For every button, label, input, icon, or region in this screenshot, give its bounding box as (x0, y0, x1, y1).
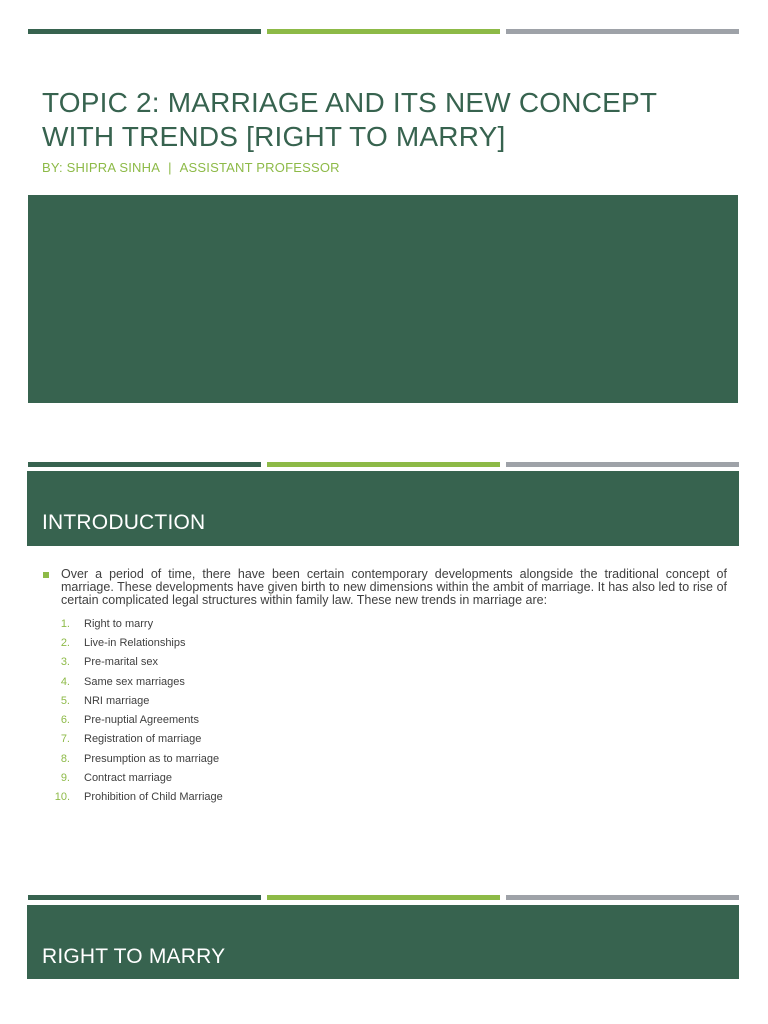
list-item-number: 6. (60, 714, 70, 727)
list-item-number: 2. (60, 636, 70, 649)
intro-accent-bar-gray (506, 462, 739, 467)
bullet-square-icon (43, 572, 49, 578)
list-item (43, 672, 223, 691)
rtm-accent-bar-green (267, 895, 500, 900)
list-item-number: 4. (60, 675, 70, 688)
list-item-number: 9. (60, 772, 70, 785)
rtm-heading: RIGHT TO MARRY (42, 945, 226, 968)
list-item-text: Prohibition of Child Marriage (84, 791, 223, 804)
title-image-block (28, 195, 738, 403)
list-item-number: 1. (60, 617, 70, 630)
top-accent-bar-gray (506, 29, 739, 34)
list-item (43, 768, 223, 787)
list-item (43, 653, 223, 672)
intro-accent-bar-dark (28, 462, 261, 467)
byline (42, 160, 340, 175)
byline-author: BY: SHIPRA SINHA (42, 160, 161, 175)
rtm-accent-bar-dark (28, 895, 261, 900)
intro-accent-bar-green (267, 462, 500, 467)
list-item-text: Registration of marriage (84, 733, 202, 746)
list-item-number: 3. (60, 656, 70, 669)
list-item (43, 788, 223, 807)
intro-heading: INTRODUCTION (42, 511, 206, 534)
list-item-text: Contract marriage (84, 772, 173, 785)
top-accent-bar-dark (28, 29, 261, 34)
rtm-accent-bar-gray (506, 895, 739, 900)
list-item (43, 614, 223, 633)
list-item-text: Presumption as to marriage (84, 752, 220, 765)
intro-header (27, 471, 739, 546)
intro-paragraph: Over a period of time, there have been certain contemporary developments alongside the traditional concept of marriage. These developments have given birth to new dimensions within the ambit of marriage. It has also led to rise of certain complicated legal structures within family law. These new trends in marriage are: (61, 567, 727, 607)
slide-title: TOPIC 2: MARRIAGE AND ITS NEW CONCEPT WITH TRENDS [RIGHT TO MARRY] (42, 87, 657, 152)
list-item (43, 710, 223, 729)
rtm-header (27, 905, 739, 979)
top-accent-bar-green (267, 29, 500, 34)
list-item (43, 749, 223, 768)
list-item-number: 10. (54, 791, 70, 804)
list-item-number: 7. (60, 733, 70, 746)
list-item-text: Right to marry (84, 617, 154, 630)
list-item-text: NRI marriage (84, 694, 150, 707)
list-item (43, 691, 223, 710)
byline-separator: | (168, 160, 172, 175)
byline-role: ASSISTANT PROFESSOR (179, 160, 340, 175)
trends-list (43, 614, 223, 807)
list-item-text: Pre-nuptial Agreements (84, 714, 199, 727)
list-item (43, 633, 223, 652)
list-item-text: Same sex marriages (84, 675, 185, 688)
list-item (43, 730, 223, 749)
list-item-text: Live-in Relationships (84, 636, 186, 649)
list-item-text: Pre-marital sex (84, 656, 158, 669)
list-item-number: 5. (60, 694, 70, 707)
list-item-number: 8. (60, 752, 70, 765)
